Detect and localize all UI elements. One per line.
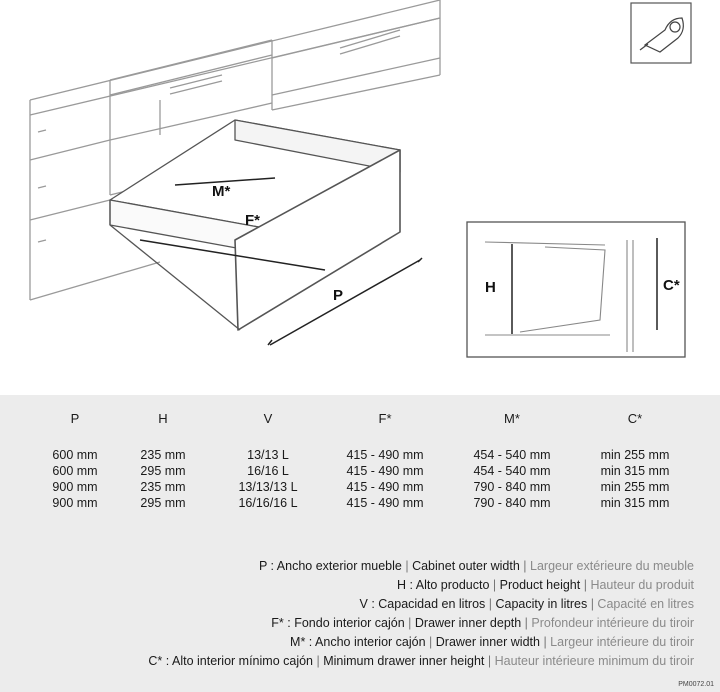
legend-fr: Largeur extérieure du meuble: [530, 559, 694, 573]
table-header: F*: [378, 411, 392, 426]
table-cell: 13/13 L: [247, 448, 289, 462]
legend-es: V : Capacidad en litros: [359, 597, 489, 611]
legend-fr: Largeur intérieure du tiroir: [550, 635, 694, 649]
table-cell: 600 mm: [52, 464, 98, 478]
table-cell: 235 mm: [140, 480, 186, 494]
legend-fr: Hauteur intérieure minimum du tiroir: [494, 654, 694, 668]
table-cell: 16/16 L: [247, 464, 289, 478]
legend-fr: Capacité en litres: [597, 597, 694, 611]
document-code: PM0072.01: [678, 681, 714, 688]
legend-separator: |: [316, 654, 324, 668]
legend-en: Drawer inner width: [435, 635, 544, 649]
legend-separator: |: [487, 654, 495, 668]
legend-separator: |: [523, 559, 530, 573]
table-cell: 16/16/16 L: [238, 496, 298, 510]
table-cell: 415 - 490 mm: [346, 448, 424, 462]
spec-panel: [0, 395, 720, 692]
table-cell: 454 - 540 mm: [473, 448, 551, 462]
table-cell: 900 mm: [52, 480, 98, 494]
legend-line: [360, 595, 694, 613]
table-cell: min 255 mm: [600, 448, 670, 462]
legend-en: Drawer inner depth: [414, 616, 525, 630]
table-cell: 295 mm: [140, 464, 186, 478]
table-header: C*: [627, 411, 643, 426]
table-cell: 790 - 840 mm: [473, 480, 551, 494]
legend-separator: |: [405, 559, 413, 573]
legend-fr: Profondeur intérieure du tiroir: [531, 616, 694, 630]
table-cell: 790 - 840 mm: [473, 496, 551, 510]
legend-es: H : Alto producto: [397, 578, 493, 592]
legend-en: Capacity in litres: [495, 597, 591, 611]
table-cell: 454 - 540 mm: [473, 464, 551, 478]
dim-label-m: M*: [212, 183, 231, 200]
legend-separator: |: [590, 597, 598, 611]
dim-label-h: H: [485, 279, 496, 296]
tape-measure-icon: [631, 3, 691, 63]
table-cell: 415 - 490 mm: [346, 480, 424, 494]
legend-es: M* : Ancho interior cajón: [290, 635, 430, 649]
table-cell: min 315 mm: [600, 496, 670, 510]
legend-es: C* : Alto interior mínimo cajón: [148, 654, 317, 668]
legend-line: [271, 614, 694, 632]
legend-line: [148, 652, 694, 670]
legend-en: Cabinet outer width: [412, 559, 524, 573]
dim-label-p: P: [333, 287, 344, 304]
legend-separator: |: [429, 635, 436, 649]
table-header: V: [263, 411, 273, 426]
table-header: P: [70, 411, 80, 426]
table-cell: 600 mm: [52, 448, 98, 462]
legend-separator: |: [492, 578, 500, 592]
legend-line: [259, 557, 694, 575]
legend-separator: |: [583, 578, 591, 592]
legend-separator: |: [408, 616, 415, 630]
table-cell: 235 mm: [140, 448, 186, 462]
table-header: M*: [504, 411, 520, 426]
legend-line: [397, 576, 694, 594]
table-cell: 900 mm: [52, 496, 98, 510]
legend-en: Product height: [499, 578, 584, 592]
legend-es: P : Ancho exterior mueble: [258, 559, 406, 573]
table-cell: 13/13/13 L: [238, 480, 298, 494]
dim-label-f: F*: [245, 212, 260, 229]
legend-en: Minimum drawer inner height: [323, 654, 488, 668]
legend-es: F* : Fondo interior cajón: [271, 616, 409, 630]
legend-separator: |: [524, 616, 532, 630]
legend-separator: |: [543, 635, 551, 649]
table-header: H: [158, 411, 168, 426]
legend-separator: |: [488, 597, 496, 611]
table-cell: min 255 mm: [600, 480, 670, 494]
table-cell: min 315 mm: [600, 464, 670, 478]
section-detail: [467, 222, 685, 357]
table-cell: 415 - 490 mm: [346, 496, 424, 510]
table-cell: 295 mm: [140, 496, 186, 510]
legend-line: [290, 633, 694, 651]
legend-fr: Hauteur du produit: [590, 578, 694, 592]
table-cell: 415 - 490 mm: [346, 464, 424, 478]
dim-label-c: C*: [663, 277, 680, 294]
